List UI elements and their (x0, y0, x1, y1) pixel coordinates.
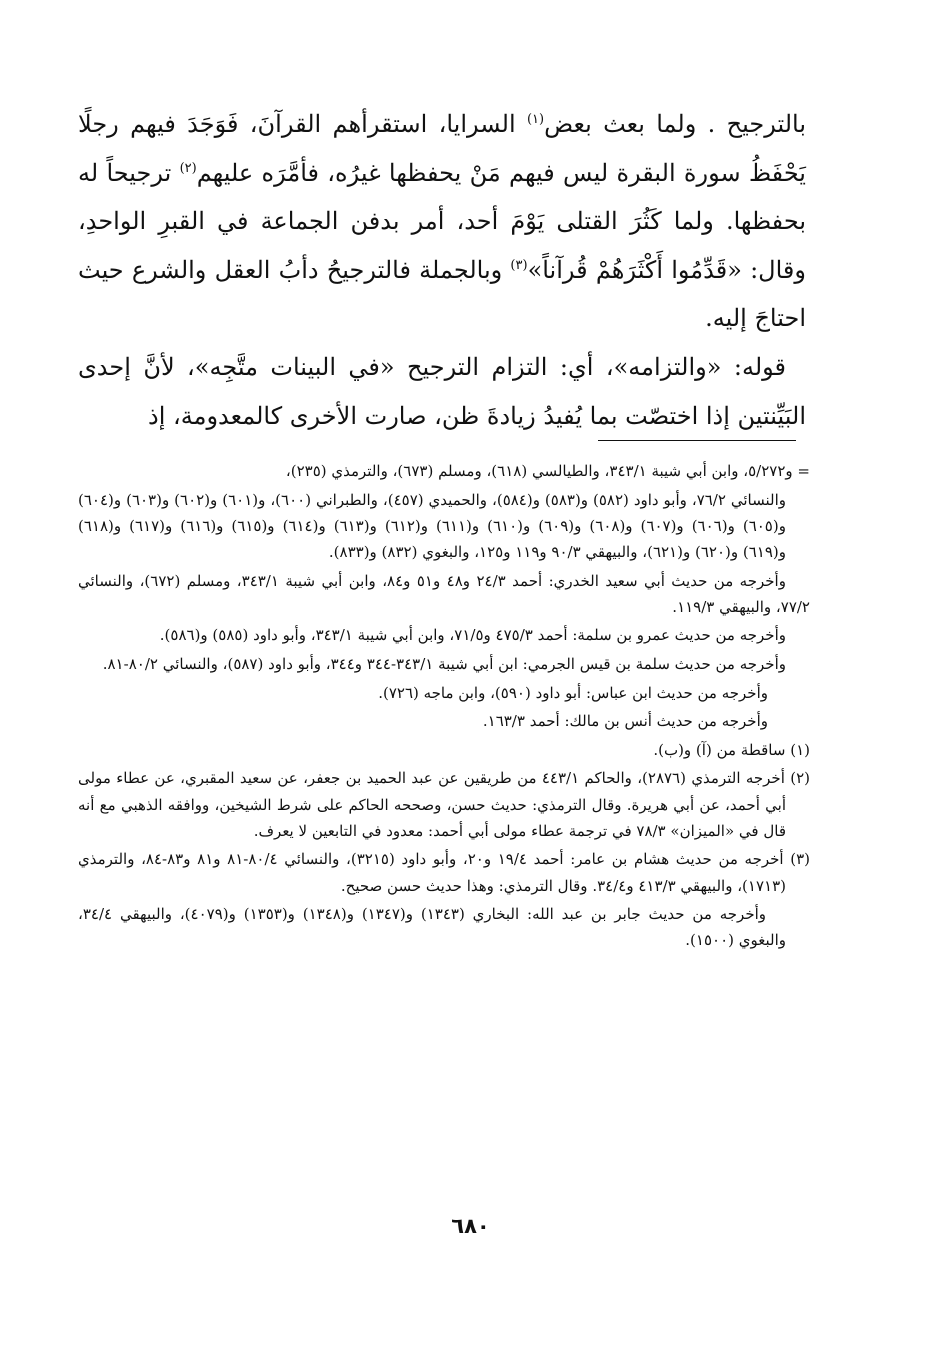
footnote-separator (598, 440, 796, 441)
footnote-ref-1: (١) (526, 112, 545, 127)
main-text-segment: ترجيحاً له بحفظها. ولما كَثُرَ القتلى يَوْمَ أحد، أمر بدفن الجماعة في القبرِ الواحدِ، وقال: «قَدِّمُوا أَكْثَرَهُمْ قُرآناً» (78, 158, 806, 284)
footnote-line: وأخرجه من حديث أنس بن مالك: أحمد ١٦٣/٣. (482, 712, 768, 731)
footnote-line: وأخرجه من حديث جابر بن عبد الله: البخاري (١٣٤٣) و(١٣٤٧) و(١٣٤٨) و(١٣٥٣) و(٤٠٧٩)، والبيهقي ٣٤/٤، والبغوي (١٥٠٠). (78, 905, 786, 950)
footnote-ref-3: (٣) (510, 257, 528, 273)
main-paragraph-1 (78, 100, 806, 343)
footnote-line: وأخرجه من حديث سلمة بن قيس الجرمي: ابن أبي شيبة ٣٤٣/١-٣٤٤ و٣٤٤، وأبو داود (٥٨٧)، والنسائي ٨٠/٢-٨١. (102, 654, 786, 673)
footnote-continuation: والنسائي ٧٦/٢، وأبو داود (٥٨٢) و(٥٨٣) و(٥٨٤)، والحميدي (٤٥٧)، والطبراني (٦٠٠)، و(٦٠١) و(٦٠٢) و(٦٠٣) و(٦٠٤) و(٦٠٥) و(٦٠٦) و(٦٠٧) و(٦٠٨) و(٦٠٩) و(٦١٠) و(٦١١) و(٦١٢) و(٦١٣) و(٦١٤) و(٦١٥) و(٦١٦) و(٦١٧) و(٦١٨) و(٦١٩) و(٦٢٠) و(٦٢١)، والبيهقي ٩٠/٣ و١١٩ و١٢٥، والبغوي (٨٣٢) و(٨٣٣). (78, 490, 787, 561)
footnotes (78, 458, 810, 956)
footnote-1: (١) ساقطة من (آ) و(ب). (653, 740, 810, 759)
main-text (78, 100, 806, 440)
footnote-3: (٣) أخرجه من حديث هشام بن عامر: أحمد ١٩/٤ و٢٠، وأبو داود (٣٢١٥)، والنسائي ٨٠/٤-٨١ و٨١ و٨٣-٨٤، والترمذي (١٧١٣)، والبيهقي ٤١٣/٣ و٣٤/٤. وقال الترمذي: وهذا حديث حسن صحيح. (78, 850, 810, 895)
page-number: ٦٨٠ (451, 1214, 490, 1238)
footnote-line: وأخرجه من حديث أبي سعيد الخدري: أحمد ٢٤/٣ و٤٨ و٥١ و٨٤، وابن أبي شيبة ٣٤٣/١، ومسلم (٦٧٢)، والنسائي ٧٧/٢، والبيهقي ١١٩/٣. (78, 571, 810, 616)
footnote-ref-2: (٢) (179, 160, 197, 176)
footnote-2: (٢) أخرجه الترمذي (٢٨٧٦)، والحاكم ٤٤٣/١ من طريقين عن عبد الحميد بن جعفر، عن سعيد المقبري، عن عطاء مولى أبي أحمد، عن أبي هريرة. وقال الترمذي: حديث حسن، وصححه الحاكم على شرط الشيخين، ووافقه الذهبي مع أنه قال في «الميزان» ٧٨/٣ في ترجمة عطاء مولى أبي أحمد: معدود في التابعين لا يعرف. (78, 769, 810, 840)
footnote-continuation: = و٥/٢٧٢، وابن أبي شيبة ٣٤٣/١، والطيالسي (٦١٨)، ومسلم (٦٧٣)، والترمذي (٢٣٥)، (285, 462, 810, 480)
main-text-segment: بالترجيح . ولما بعث بعض (544, 110, 806, 138)
main-text-segment: السرايا، استقرأهم القرآنَ، فَوَجَدَ فيهم رجلًا يَحْفَظُ سورة البقرة ليس فيهم مَنْ يحفظها غيرُه، فأمَّرَه عليهم (78, 110, 806, 187)
main-text-segment: وبالجملة فالترجيحُ دأبُ العقل والشرع حيث احتاجَ إليه. (78, 255, 806, 333)
main-paragraph-2: قوله: «والتزامه»، أي: التزام الترجيح «في البينات متَّجِه»، لأنَّ إحدى البَيِّنتين إذا اختصّت بما يُفيدُ زيادةَ ظن، صارت الأخرى كالمعدومة، إذ (78, 352, 806, 430)
footnote-line: وأخرجه من حديث ابن عباس: أبو داود (٥٩٠)، وابن ماجه (٧٢٦). (378, 683, 768, 702)
footnote-line: وأخرجه من حديث عمرو بن سلمة: أحمد ٤٧٥/٣ و٧١/٥، وابن أبي شيبة ٣٤٣/١، وأبو داود (٥٨٥) و(٥٨٦). (159, 626, 786, 645)
